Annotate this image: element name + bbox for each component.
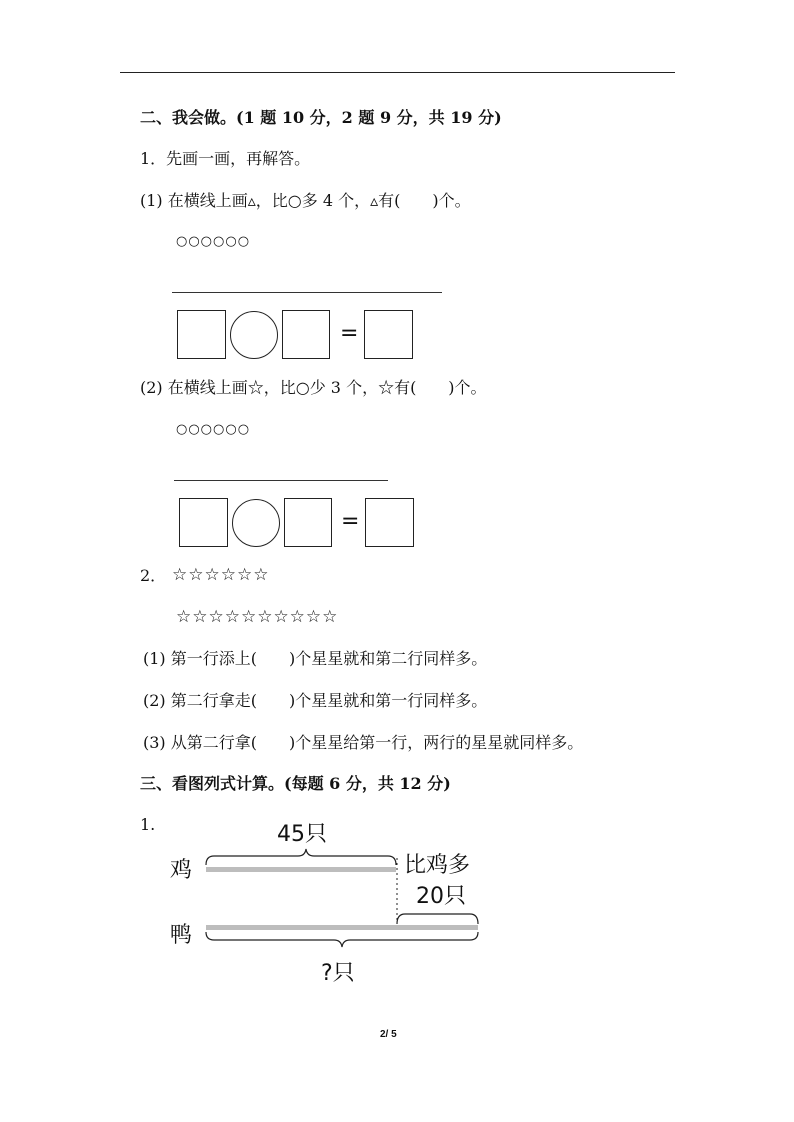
page-number: 2/ 5 (380, 1029, 397, 1040)
question-label: ?只 (321, 961, 355, 986)
top-value-label: 45只 (277, 822, 327, 847)
section3-q1-label: 1. (140, 815, 156, 834)
q1-part2-operator-circle[interactable] (232, 499, 280, 547)
duck-bar (206, 925, 478, 930)
duck-label: 鸭 (170, 923, 193, 948)
q1-part2-box-2[interactable] (284, 498, 332, 547)
q1-part2-equals: = (341, 509, 360, 534)
more-text-label: 比鸡多 (404, 853, 471, 878)
bottom-brace (206, 932, 478, 947)
q1-part2-box-result[interactable] (365, 498, 414, 547)
q1-part2-answer-line[interactable] (174, 480, 388, 481)
q1-part2-circles: ○○○○○○ (176, 422, 251, 437)
header-rule (120, 72, 675, 73)
section2-heading: 二、我会做。(1 题 10 分，2 题 9 分，共 19 分) (140, 108, 502, 127)
q1-part2-prompt: (2) 在横线上画☆，比○少 3 个，☆有( )个。 (140, 378, 487, 397)
top-brace (206, 849, 396, 865)
q1-part1-answer-line[interactable] (172, 292, 442, 293)
q2-star-row-1: ☆☆☆☆☆☆ (172, 565, 270, 585)
q1-part1-box-2[interactable] (282, 310, 330, 359)
q2-star-row-2: ☆☆☆☆☆☆☆☆☆☆ (176, 607, 339, 627)
q1-part1-circles: ○○○○○○ (176, 234, 251, 249)
q1-part1-box-1[interactable] (177, 310, 226, 359)
more-value-label: 20只 (416, 884, 466, 909)
section3-heading: 三、看图列式计算。(每题 6 分，共 12 分) (140, 774, 451, 793)
q1-part1-equals: = (340, 321, 359, 346)
q2-part3: (3) 从第二行拿( )个星星给第一行，两行的星星就同样多。 (143, 733, 584, 752)
q1-part1-box-result[interactable] (364, 310, 413, 359)
q2-part1: (1) 第一行添上( )个星星就和第二行同样多。 (143, 649, 488, 668)
extra-brace (397, 914, 478, 924)
chicken-bar (206, 867, 396, 872)
q1-part1-operator-circle[interactable] (230, 311, 278, 359)
q2-label: 2． (140, 566, 167, 585)
chicken-label: 鸡 (170, 858, 193, 883)
q1-part1-prompt: (1) 在横线上画▵，比○多 4 个，▵有( )个。 (140, 191, 471, 210)
q2-part2: (2) 第二行拿走( )个星星就和第一行同样多。 (143, 691, 488, 710)
q1-title: 1．先画一画，再解答。 (140, 149, 311, 168)
q1-part2-box-1[interactable] (179, 498, 228, 547)
